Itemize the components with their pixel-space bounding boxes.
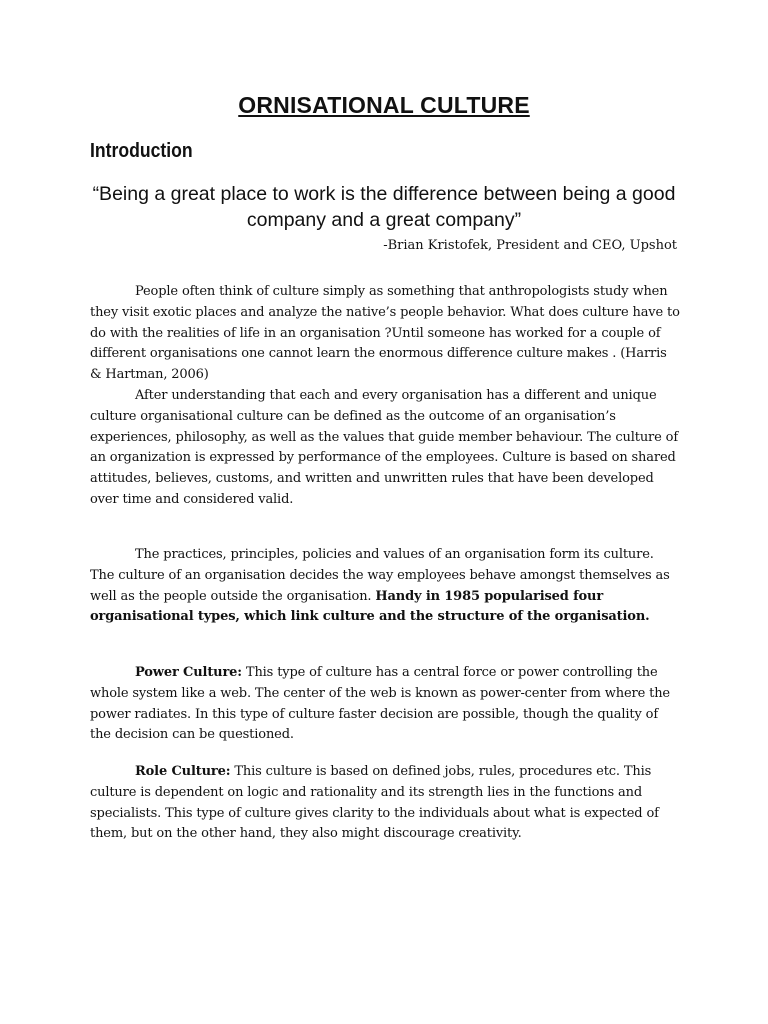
role-culture-text: This culture is based on defined jobs, rules, procedures etc. This culture is dependent on logic and rationality and its strength lies in the functions and specialists. This type of culture gives clarity to the individuals about what is expected of them, but on the other hand, they also might discourage creativity. xyxy=(90,764,659,842)
quote-attribution: -Brian Kristofek, President and CEO, Upshot xyxy=(383,238,677,253)
handy-statement: Handy in 1985 popularised four organisational types, which link culture and the structure of the organisation. xyxy=(90,588,650,625)
power-culture-label: Power Culture: xyxy=(135,665,242,680)
document-title: ORNISATIONAL CULTURE xyxy=(238,92,530,118)
paragraph-practices-text: The practices, principles, policies and values of an organisation form its culture. The culture of an organisation decides the way employees behave amongst themselves as well as the people outside the organisation. xyxy=(90,547,670,604)
opening-quote: “Being a great place to work is the difference between being a good company and a great company” xyxy=(92,183,676,231)
paragraph-practices xyxy=(90,545,680,628)
paragraph-definition: After understanding that each and every organisation has a different and unique culture organisational culture can be defined as the outcome of an organisation’s experiences, philosophy, as well as the values that guide member behaviour. The culture of an organization is expressed by performance of the employees. Culture is based on shared attitudes, believes, customs, and written and unwritten rules that have been developed over time and considered valid. xyxy=(90,388,678,507)
power-culture-text: This type of culture has a central force or power controlling the whole system like a web. The center of the web is known as power-center from where the power radiates. In this type of culture faster decision are possible, though the quality of the decision can be questioned. xyxy=(90,665,670,743)
introduction-heading: Introduction xyxy=(90,140,193,162)
paragraph-power-culture xyxy=(90,663,680,746)
role-culture-label: Role Culture: xyxy=(135,764,231,779)
paragraph-intro: People often think of culture simply as something that anthropologists study when they visit exotic places and analyze the native’s people behavior. What does culture have to do with the realities of life in an organisation ?Until someone has worked for a couple of different organisations one cannot learn the enormous difference culture makes . (Harris & Hartman, 2006) xyxy=(90,284,680,383)
paragraph-role-culture xyxy=(90,762,680,845)
